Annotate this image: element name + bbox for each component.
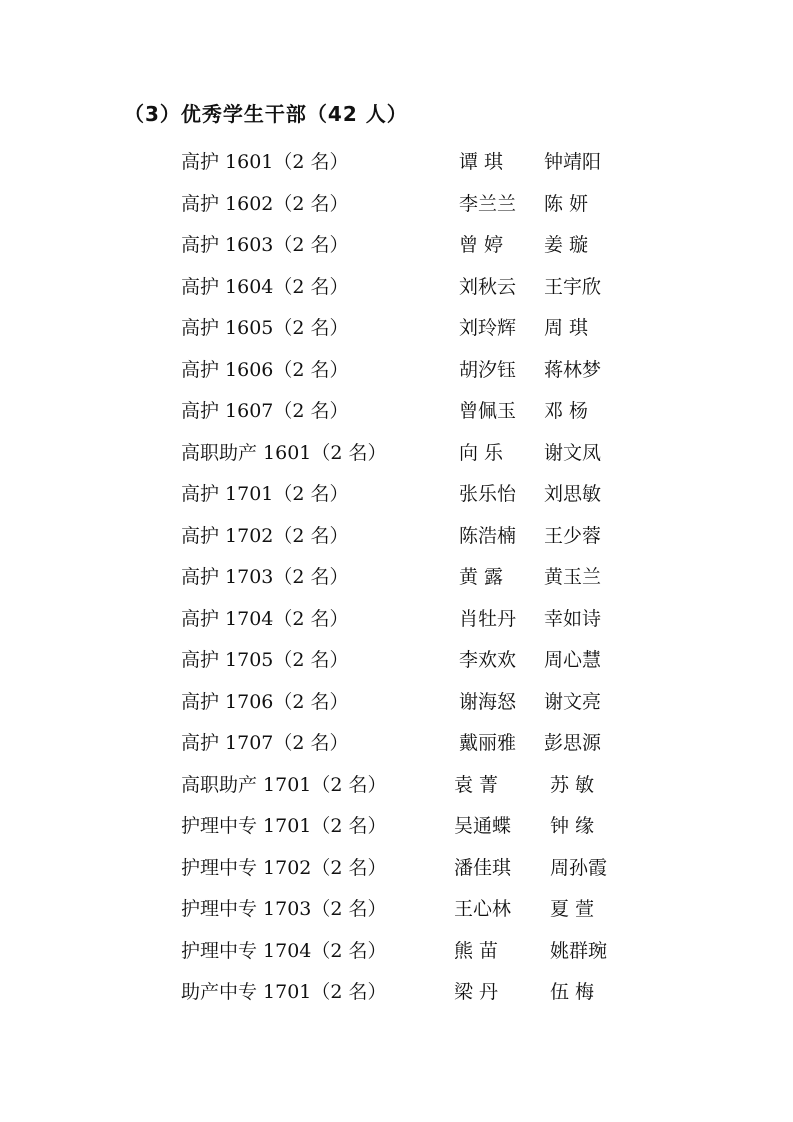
list-item bbox=[0, 521, 793, 551]
student-name-1: 谢海怒 bbox=[459, 690, 517, 713]
student-name-1: 肖牡丹 bbox=[459, 607, 517, 630]
class-label: 高护 1606（2 名） bbox=[181, 358, 349, 381]
student-name-1: 吴通蝶 bbox=[454, 815, 512, 837]
student-name-1: 王心林 bbox=[454, 898, 512, 920]
student-name-2: 王宇欣 bbox=[544, 275, 602, 298]
student-name-2: 黄玉兰 bbox=[544, 566, 602, 588]
student-name-2: 苏 敏 bbox=[550, 773, 595, 796]
student-name-2: 姚群琬 bbox=[550, 939, 608, 962]
class-label: 护理中专 1702（2 名） bbox=[181, 856, 387, 879]
list-item bbox=[0, 811, 793, 841]
list-item bbox=[0, 977, 793, 1007]
student-name-1: 张乐怡 bbox=[459, 483, 517, 505]
student-name-1: 曾 婷 bbox=[459, 234, 504, 256]
student-name-1: 袁 菁 bbox=[454, 773, 499, 796]
student-name-2: 幸如诗 bbox=[544, 607, 602, 630]
student-name-1: 熊 苗 bbox=[454, 939, 499, 962]
list-item bbox=[0, 313, 793, 343]
class-label: 高护 1702（2 名） bbox=[181, 524, 349, 547]
student-name-2: 谢文亮 bbox=[544, 690, 602, 713]
list-item bbox=[0, 147, 793, 177]
student-name-1: 刘秋云 bbox=[459, 275, 517, 298]
student-name-1: 谭 琪 bbox=[459, 151, 504, 173]
list-item bbox=[0, 604, 793, 634]
class-label: 助产中专 1701（2 名） bbox=[181, 981, 387, 1003]
list-item bbox=[0, 687, 793, 717]
student-name-2: 钟 缘 bbox=[550, 815, 595, 837]
student-name-2: 刘思敏 bbox=[544, 483, 602, 505]
class-label: 高护 1703（2 名） bbox=[181, 566, 349, 588]
list-item bbox=[0, 438, 793, 468]
student-name-2: 钟靖阳 bbox=[544, 151, 602, 173]
class-label: 护理中专 1701（2 名） bbox=[181, 815, 387, 837]
student-name-1: 陈浩楠 bbox=[459, 524, 517, 547]
class-label: 高护 1605（2 名） bbox=[181, 317, 349, 339]
list-item bbox=[0, 396, 793, 426]
student-name-2: 王少蓉 bbox=[544, 524, 602, 547]
student-name-1: 李兰兰 bbox=[459, 192, 517, 215]
student-name-1: 戴丽雅 bbox=[459, 732, 517, 754]
list-item bbox=[0, 562, 793, 592]
list-item bbox=[0, 853, 793, 883]
student-name-1: 黄 露 bbox=[459, 566, 504, 588]
list-item bbox=[0, 272, 793, 302]
student-name-2: 姜 璇 bbox=[544, 234, 589, 256]
class-label: 高护 1701（2 名） bbox=[181, 483, 349, 505]
list-item bbox=[0, 645, 793, 675]
student-name-2: 邓 杨 bbox=[544, 400, 589, 422]
class-label: 护理中专 1703（2 名） bbox=[181, 898, 387, 920]
student-name-2: 彭思源 bbox=[544, 732, 602, 754]
student-name-2: 周孙霞 bbox=[550, 856, 608, 879]
class-label: 高护 1604（2 名） bbox=[181, 275, 349, 298]
class-label: 高护 1601（2 名） bbox=[181, 151, 349, 173]
list-item bbox=[0, 230, 793, 260]
student-name-2: 夏 萱 bbox=[550, 898, 595, 920]
student-name-1: 曾佩玉 bbox=[459, 400, 517, 422]
student-name-2: 蒋林梦 bbox=[544, 358, 602, 381]
student-name-2: 谢文凤 bbox=[544, 441, 602, 464]
class-label: 高护 1705（2 名） bbox=[181, 649, 349, 671]
class-label: 高护 1706（2 名） bbox=[181, 690, 349, 713]
section-heading: （3）优秀学生干部（42 人） bbox=[124, 102, 408, 126]
student-name-1: 胡汐钰 bbox=[459, 358, 517, 381]
list-item bbox=[0, 770, 793, 800]
class-label: 高职助产 1601（2 名） bbox=[181, 441, 387, 464]
student-name-2: 周 琪 bbox=[544, 317, 589, 339]
student-name-1: 向 乐 bbox=[459, 441, 504, 464]
student-name-2: 陈 妍 bbox=[544, 192, 589, 215]
class-label: 高护 1602（2 名） bbox=[181, 192, 349, 215]
list-item bbox=[0, 936, 793, 966]
student-name-2: 周心慧 bbox=[544, 649, 602, 671]
list-item bbox=[0, 728, 793, 758]
student-name-1: 潘佳琪 bbox=[454, 856, 512, 879]
class-label: 高护 1603（2 名） bbox=[181, 234, 349, 256]
class-label: 高护 1607（2 名） bbox=[181, 400, 349, 422]
class-label: 高职助产 1701（2 名） bbox=[181, 773, 387, 796]
student-name-1: 刘玲辉 bbox=[459, 317, 517, 339]
list-item bbox=[0, 894, 793, 924]
list-item bbox=[0, 355, 793, 385]
class-label: 护理中专 1704（2 名） bbox=[181, 939, 387, 962]
list-item bbox=[0, 479, 793, 509]
student-name-2: 伍 梅 bbox=[550, 981, 595, 1003]
list-item bbox=[0, 189, 793, 219]
class-label: 高护 1707（2 名） bbox=[181, 732, 349, 754]
student-name-1: 梁 丹 bbox=[454, 981, 499, 1003]
class-label: 高护 1704（2 名） bbox=[181, 607, 349, 630]
student-name-1: 李欢欢 bbox=[459, 649, 517, 671]
